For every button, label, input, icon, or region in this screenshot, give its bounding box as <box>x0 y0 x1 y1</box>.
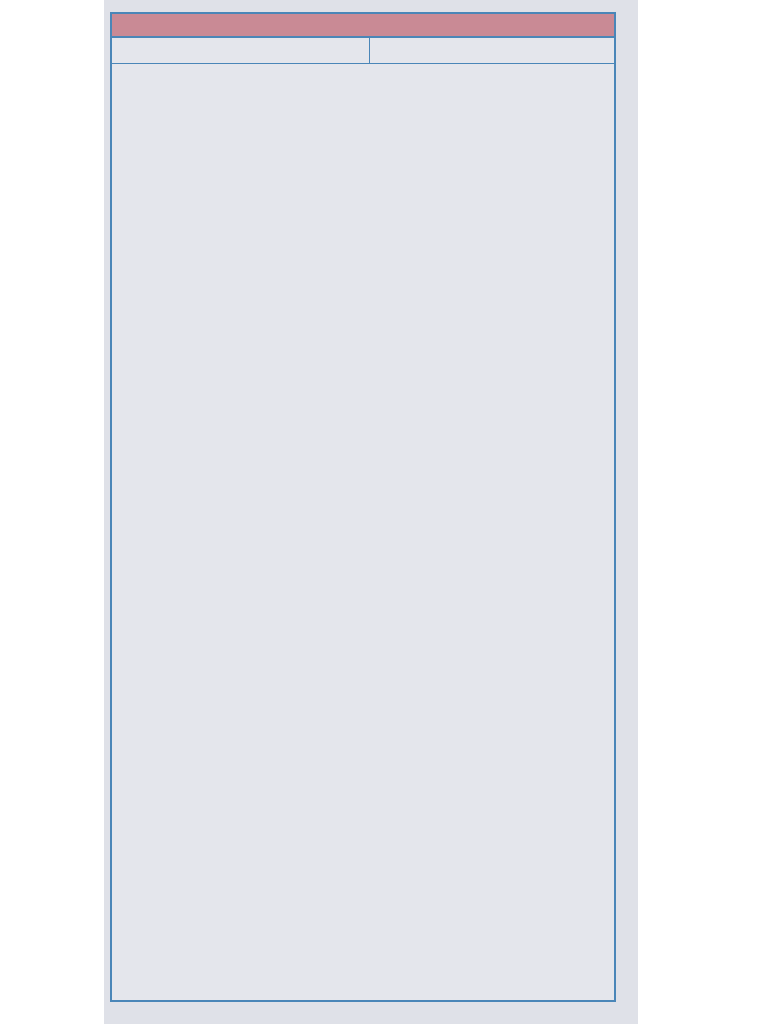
header-sn2 <box>112 38 370 63</box>
left-background <box>0 0 104 1024</box>
comparison-table <box>110 12 616 1002</box>
header-row <box>112 38 614 64</box>
header-sn1 <box>370 38 614 63</box>
right-background <box>638 0 768 1024</box>
table-title <box>112 14 614 38</box>
